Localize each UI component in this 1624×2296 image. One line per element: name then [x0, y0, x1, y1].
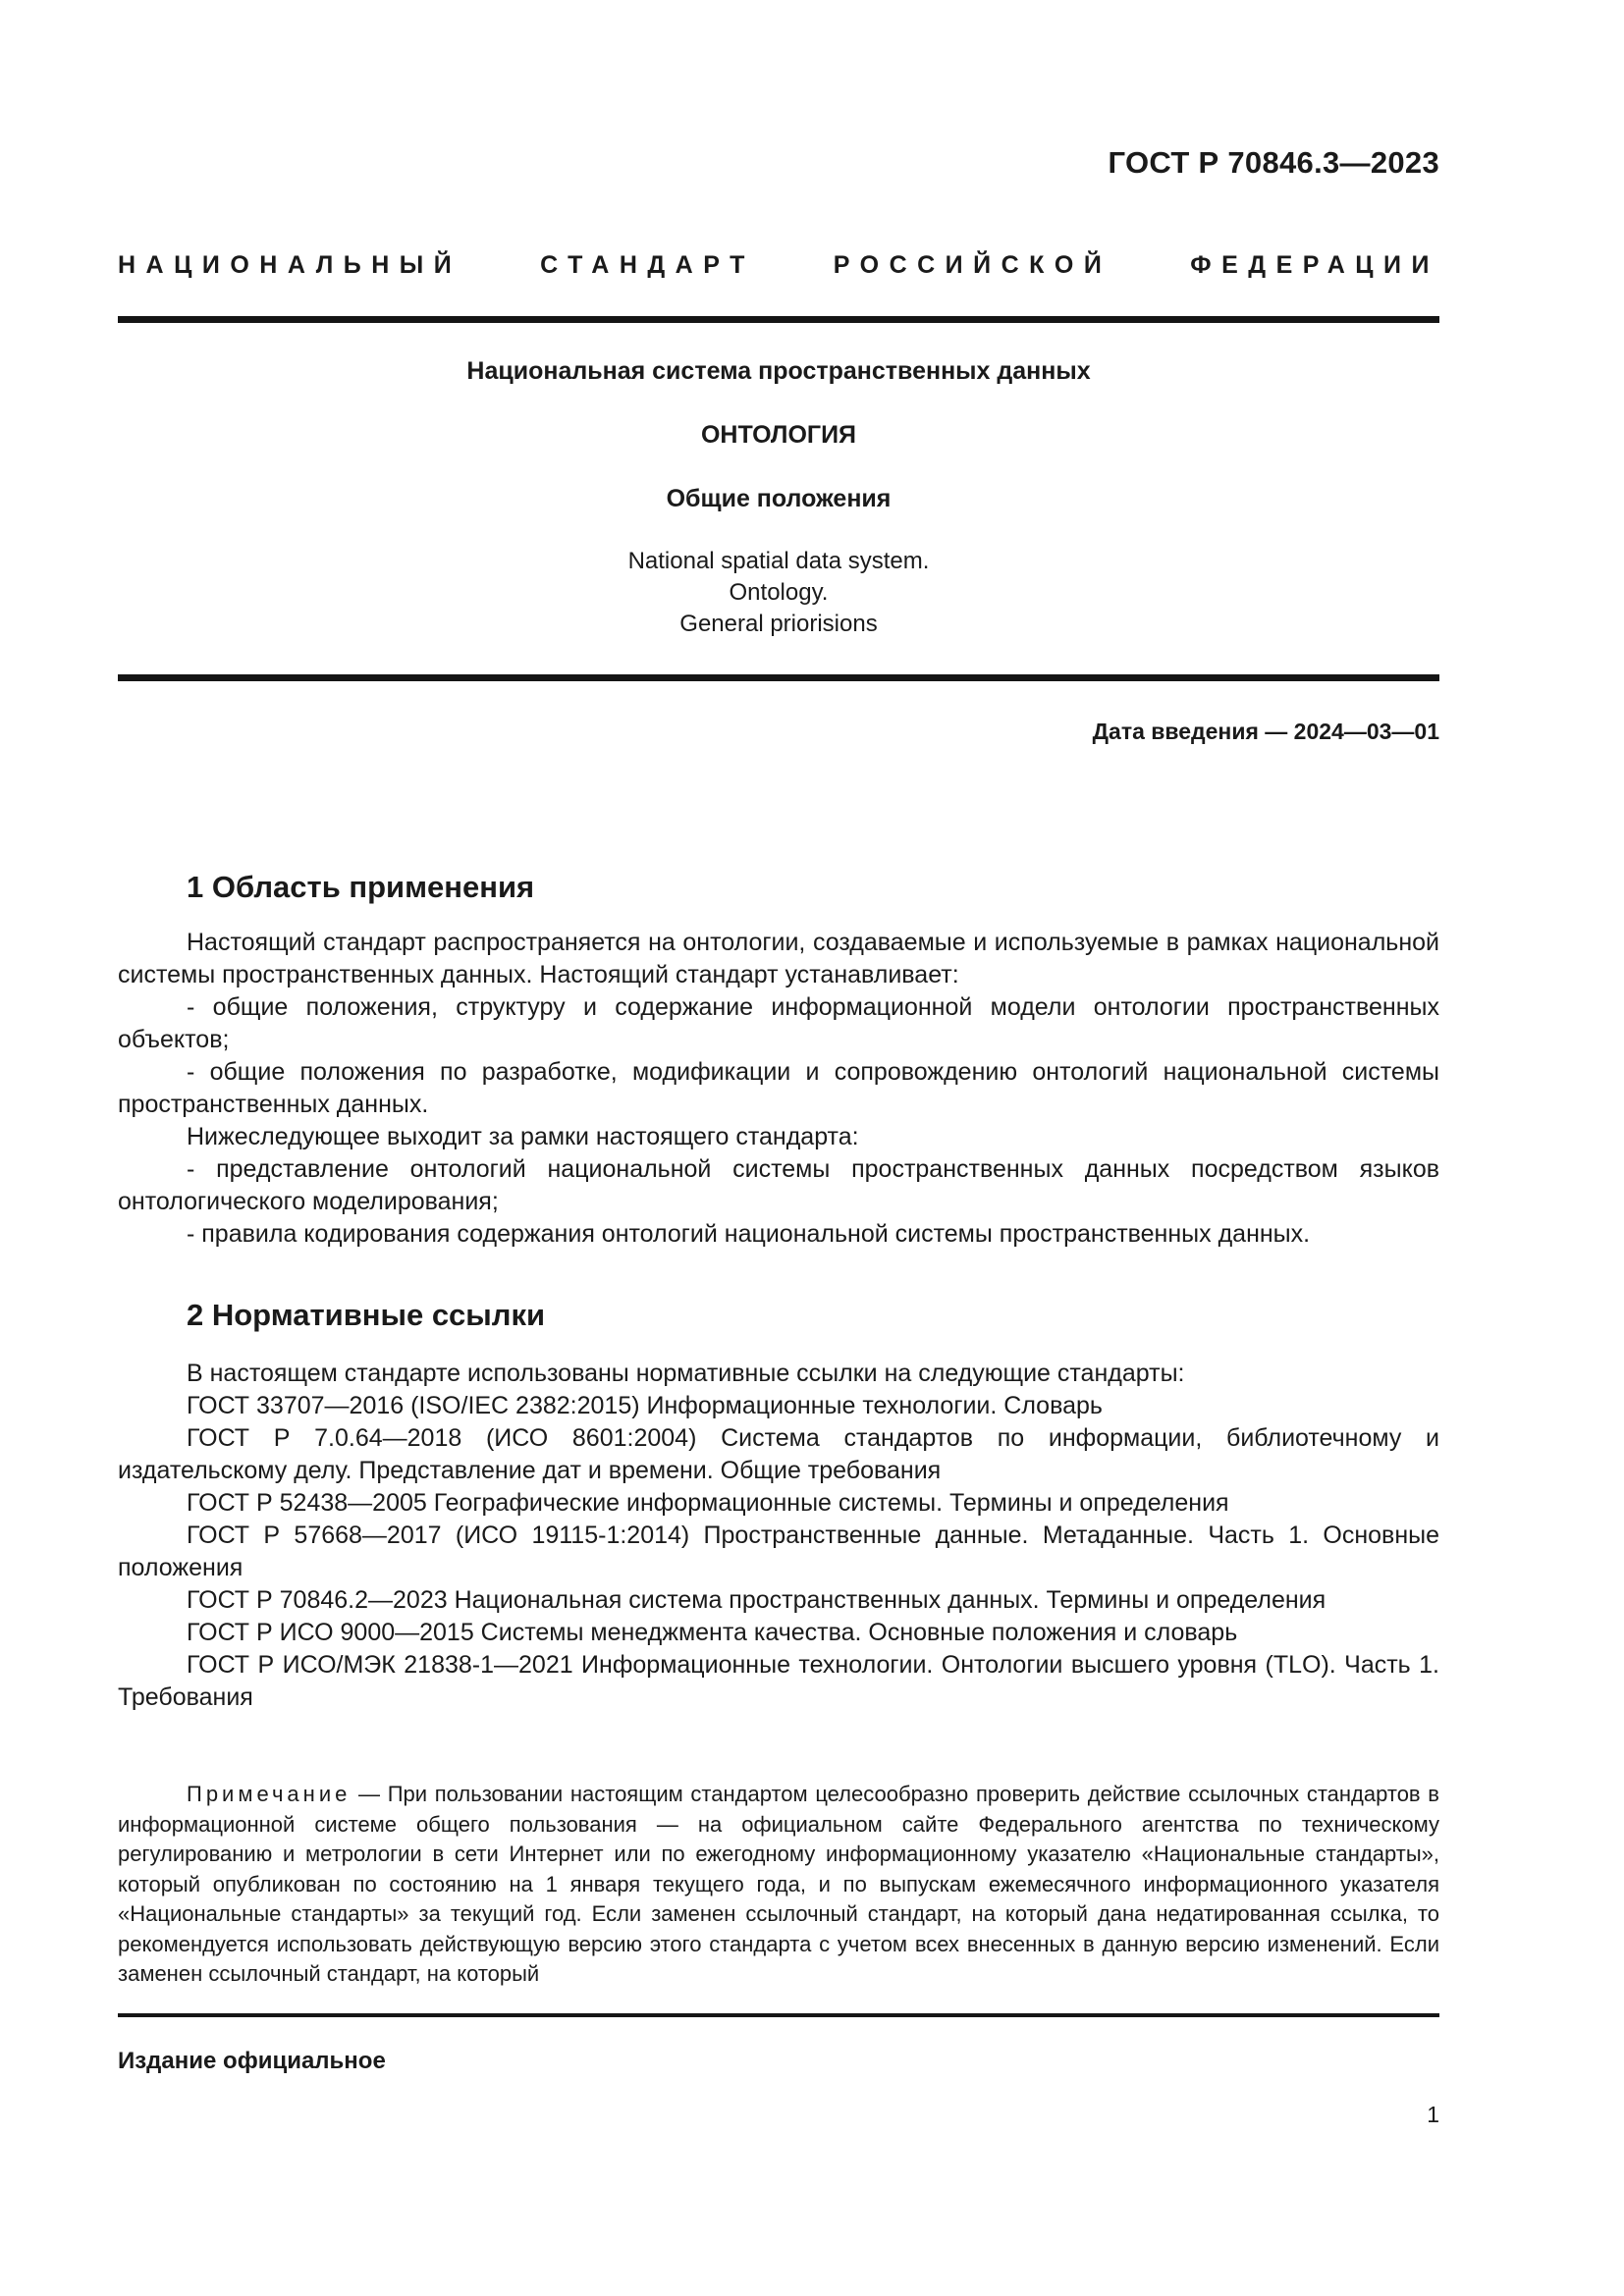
title-divider [118, 674, 1439, 681]
document-page [118, 0, 1439, 2296]
note-label: Примечание [187, 1782, 352, 1806]
document-number: ГОСТ Р 70846.3—2023 [1108, 145, 1439, 180]
paragraph: Нижеследующее выходит за рамки настоящего стандарта: [187, 1123, 859, 1150]
section-body-scope [118, 927, 1439, 1251]
title-system: Национальная система пространственных данных [466, 357, 1091, 385]
paragraph: - общие положения, структуру и содержание информационной модели онтологии пространственных объектов; [118, 993, 1439, 1053]
reference-item: ГОСТ Р 7.0.64—2018 (ИСО 8601:2004) Система стандартов по информации, библиотечному и издательскому делу. Представление дат и времени. Общие требования [118, 1424, 1439, 1484]
header-divider [118, 316, 1439, 323]
paragraph: - представление онтологий национальной системы пространственных данных посредством языков онтологического моделирования; [118, 1155, 1439, 1215]
reference-item: ГОСТ Р 52438—2005 Географические информационные системы. Термины и определения [187, 1489, 1229, 1517]
section-heading-normative-references: 2 Нормативные ссылки [187, 1298, 546, 1332]
section-body-normative-references [118, 1358, 1439, 1714]
reference-item: ГОСТ Р 70846.2—2023 Национальная система пространственных данных. Термины и определения [187, 1586, 1326, 1614]
paragraph: - правила кодирования содержания онтологий национальной системы пространственных данных. [187, 1220, 1311, 1248]
national-standard-banner: НАЦИОНАЛЬНЫЙ СТАНДАРТ РОССИЙСКОЙ ФЕДЕРАЦИИ [118, 251, 1439, 279]
paragraph: - общие положения по разработке, модификации и сопровождению онтологий национальной системы пространственных данных. [118, 1058, 1439, 1118]
title-subject: ОНТОЛОГИЯ [700, 421, 857, 449]
note-text: — При пользовании настоящим стандартом целесообразно проверить действие ссылочных стандартов в информационной системе общего пользования — на официальном сайте Федерального агентства по техническому регулированию и метрологии в сети Интернет или по ежегодному информационному указателю «Национальные стандарты», который опубликован по состоянию на 1 января текущего года, и по выпускам ежемесячного информационного указателя «Национальные стандарты» за текущий год. Если заменен ссылочный стандарт, на который дана недатированная ссылка, то рекомендуется использовать действующую версию этого стандарта с учетом всех внесенных в данную версию изменений. Если заменен ссылочный стандарт, на который [118, 1782, 1439, 1986]
title-english-line: National spatial data system. [627, 548, 930, 574]
section-heading-scope: 1 Область применения [187, 870, 535, 904]
title-english-line: Ontology. [729, 579, 829, 606]
note-paragraph [118, 1780, 1439, 1990]
footer-divider [118, 2013, 1439, 2017]
paragraph: Настоящий стандарт распространяется на онтологии, создаваемые и используемые в рамках национальной системы пространственных данных. Настоящий стандарт устанавливает: [118, 929, 1439, 988]
edition-label: Издание официальное [118, 2048, 386, 2074]
title-english [118, 546, 1439, 640]
title-english-line: General priorisions [679, 611, 878, 637]
reference-item: ГОСТ Р 57668—2017 (ИСО 19115-1:2014) Пространственные данные. Метаданные. Часть 1. Основные положения [118, 1522, 1439, 1581]
title-part: Общие положения [666, 485, 892, 512]
paragraph: В настоящем стандарте использованы нормативные ссылки на следующие стандарты: [187, 1360, 1185, 1387]
reference-item: ГОСТ 33707—2016 (ISO/IEC 2382:2015) Информационные технологии. Словарь [187, 1392, 1103, 1419]
reference-item: ГОСТ Р ИСО 9000—2015 Системы менеджмента качества. Основные положения и словарь [187, 1619, 1238, 1646]
page-number: 1 [1427, 2102, 1439, 2127]
reference-item: ГОСТ Р ИСО/МЭК 21838-1—2021 Информационные технологии. Онтологии высшего уровня (TLO). Часть 1. Требования [118, 1651, 1439, 1711]
note-block [118, 1780, 1439, 1990]
introduction-date: Дата введения — 2024—03—01 [1092, 719, 1439, 744]
